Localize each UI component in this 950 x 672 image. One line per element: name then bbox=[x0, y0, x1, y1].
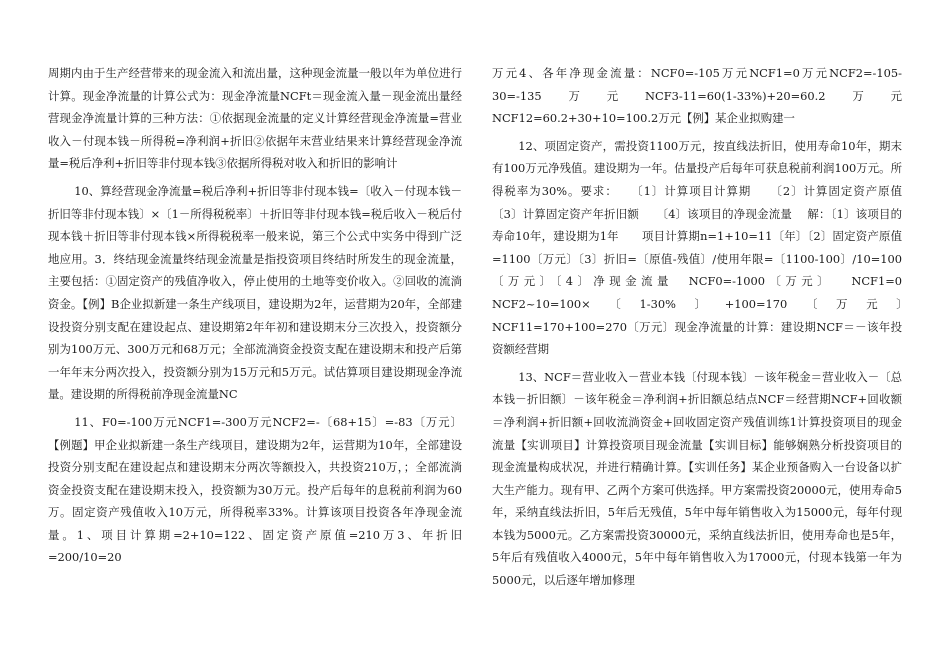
paragraph-continuation-right: 万元4、各年净现金流量：NCF0=-105万元NCF1=0万元NCF2=-105-30=-135万元NCF3-11=60(1-33%)+20=60.2万元NCF12=60.2+30+10=100.2万元【例】某企业拟购建一 bbox=[492, 66, 902, 126]
paragraph-12: 12、项固定资产，需投资1100万元，按直线法折旧，使用寿命10年，期末有100万元净残值。建设期为一年。估量投产后每年可获息税前利润100万元。所得税率为30%。要求： 〔1〕计算项目计算期 〔2〕计算固定资产原值 〔3〕计算固定资产年折旧额 〔4〕该项目的净现金流量 解：〔1〕该项目的寿命10年，建设期为1年 项目计算期n=1+10=11〔年〕〔2〕固定资产原值=1100〔万元〕〔3〕折旧=〔原值-残值〕/使用年限=〔1100-100〕/10=100〔万元〕〔4〕净现金流量 NCF0=-1000〔万元〕 NCF1=0 NCF2~10=100×〔1-30%〕+100=170〔万元〕 NCF11=170+100=270〔万元〕现金净流量的计算：建设期NCF＝－该年投资额经营期 bbox=[492, 138, 925, 357]
paragraph-10: 10、算经营现金净流量=税后净利+折旧等非付现本钱=〔收入－付现本钱－折旧等非付现本钱〕×〔1－所得税税率〕＋折旧等非付现本钱=税后收入－税后付现本钱＋折旧等非付现本钱×所得税税率一般来说，第三个公式中实务中得到广泛地应用。3．终结现金流量终结现金流量是指投资项目终结时所发生的现金流量，主要包括：①固定资产的残值净收入，停止使用的土地等变价收入。②回收的流淌资金。【例】B企业拟新建一条生产线项目，建设期为2年，运营期为20年，全部建设投资分别支配在建设起点、建设期第2年年初和建设期末分三次投入，投资额分别为100万元、300万元和68万元；全部流淌资金投资支配在建设期末和投产后第一年年末分两次投入，投资额分别为15万元和5万元。试估算项目建设期现金净流量。建设期的所得税前净现金流量NC bbox=[48, 183, 462, 402]
left-column bbox=[48, 62, 462, 574]
right-column bbox=[492, 62, 925, 597]
paragraph-11: 11、F0=-100万元NCF1=-300万元NCF2=-〔68+15〕=-83〔万元〕【例题】甲企业拟新建一条生产线项目，建设期为2年，运营期为10年，全部建设投资分别支配在建设起点和建设期末分两次等额投入，共投资210万，；全部流淌资金投资支配在建设期末投入，投资额为30万元。投产后每年的息税前利润为60万。固定资产残值收入10万元，所得税率33%。计算该项目投资各年净现金流量。1、项目计算期=2+10=122、固定资产原值=210万3、年折旧=200/10=20 bbox=[48, 414, 462, 565]
paragraph-13: 13、NCF＝营业收入－营业本钱〔付现本钱〕－该年税金＝营业收入－〔总本钱－折旧额〕－该年税金＝净利润+折旧额总结点NCF＝经营期NCF+回收额＝净利润+折旧额+回收流淌资金+回收固定资产残值训练1计算投资项目的现金流量【实训项目】计算投资项目现金流量【实训目标】能够娴熟分析投资项目的现金流量构成状况，并进行精确计算。【实训任务】某企业预备购入一台设备以扩大生产能力。现有甲、乙两个方案可供选择。甲方案需投资20000元，使用寿命5年，采纳直线法折旧，5年后无残值，5年中每年销售收入为15000元，每年付现本钱为5000元。乙方案需投资30000元，采纳直线法折旧，使用寿命也是5年，5年后有残值收入4000元，5年中每年销售收入为17000元，付现本钱第一年为5000元，以后逐年增加修理 bbox=[492, 369, 902, 588]
paragraph-continuation: 周期内由于生产经营带来的现金流入和流出量，这种现金流量一般以年为单位进行计算。现金净流量的计算公式为：现金净流量NCFt＝现金流入量－现金流出量经营现金净流量计算的三种方法：①依据现金流量的定义计算经营现金净流量=营业收入－付现本钱－所得税=净利润+折旧②依据年末营业结果来计算经营现金净流量=税后净利+折旧等非付现本钱③依据所得税对收入和折旧的影响计 bbox=[48, 66, 462, 171]
